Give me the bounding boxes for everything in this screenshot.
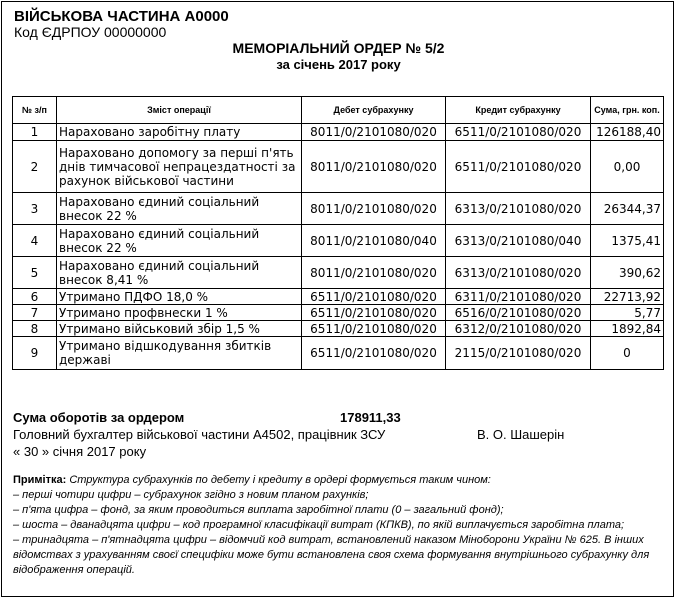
operation-description: Утримано відшкодування збитків державі [57,337,302,370]
amount: 5,77 [591,305,664,321]
credit-account: 2115/0/2101080/020 [446,337,591,370]
amount: 1375,41 [591,225,664,257]
col-header-debit: Дебет субрахунку [302,97,446,124]
chief-accountant-line: Головний бухгалтер військової частини А4502, працівник ЗСУ [13,427,386,442]
table-row [13,193,664,225]
table-row [13,124,664,141]
note-line: – тринадцята – п'ятнадцята цифри – відомчий код витрат, встановлений наказом Міноборони України № 625. В інших відомствах з урахуванням своєї специфіки може бути встановлена своя схема формування внутрішнього субрахунку для відображення операцій. [13,534,650,576]
credit-account: 6511/0/2101080/020 [446,141,591,193]
col-header-credit: Кредит субрахунку [446,97,591,124]
debit-account: 8011/0/2101080/020 [302,124,446,141]
operations-table [12,96,664,370]
debit-account: 6511/0/2101080/020 [302,321,446,337]
note-line: – шоста – дванадцята цифри – код програмної класифікації витрат (КПКВ), по якій виплачується заробітна плата; [13,519,625,531]
debit-account: 6511/0/2101080/020 [302,289,446,305]
operation-description: Нараховано єдиний соціальний внесок 8,41 % [57,257,302,289]
credit-account: 6312/0/2101080/020 [446,321,591,337]
signer-name: В. О. Шашерін [477,427,565,442]
amount: 26344,37 [591,193,664,225]
amount: 390,62 [591,257,664,289]
debit-account: 8011/0/2101080/040 [302,225,446,257]
row-number: 9 [13,337,57,370]
credit-account: 6511/0/2101080/020 [446,124,591,141]
operation-description: Нараховано допомогу за перші п'ять днів тимчасової непрацездатності за рахунок військової частини [57,141,302,193]
note-label: Примітка: [13,474,67,486]
row-number: 7 [13,305,57,321]
operation-description: Нараховано єдиний соціальний внесок 22 % [57,225,302,257]
amount: 0 [591,337,664,370]
col-header-number: № з/п [13,97,57,124]
debit-account: 8011/0/2101080/020 [302,193,446,225]
row-number: 1 [13,124,57,141]
operation-description: Утримано ПДФО 18,0 % [57,289,302,305]
amount: 0,00 [591,141,664,193]
table-row [13,289,664,305]
note-block [13,473,663,578]
credit-account: 6311/0/2101080/020 [446,289,591,305]
note-intro-text: Структура субрахунків по дебету і кредиту в ордері формується таким чином: [69,474,491,486]
col-header-sum: Сума, грн. коп. [591,97,664,124]
operation-description: Утримано військовий збір 1,5 % [57,321,302,337]
debit-account: 8011/0/2101080/020 [302,257,446,289]
order-title: МЕМОРІАЛЬНИЙ ОРДЕР № 5/2 [232,40,445,56]
edrpou-code: Код ЄДРПОУ 00000000 [14,24,167,40]
unit-name: ВІЙСЬКОВА ЧАСТИНА А0000 [14,8,229,25]
note-line: – п'ята цифра – фонд, за яким проводиться виплата заробітної плати (0 – загальний фонд); [13,504,504,516]
row-number: 6 [13,289,57,305]
table-row [13,305,664,321]
col-header-description: Зміст операції [57,97,302,124]
credit-account: 6313/0/2101080/020 [446,257,591,289]
operation-description: Утримано профвнески 1 % [57,305,302,321]
amount: 126188,40 [591,124,664,141]
row-number: 8 [13,321,57,337]
row-number: 5 [13,257,57,289]
note-line: – перші чотири цифри – субрахунок згідно з новим планом рахунків; [13,489,369,501]
credit-account: 6313/0/2101080/020 [446,193,591,225]
row-number: 4 [13,225,57,257]
table-row [13,257,664,289]
table-row [13,337,664,370]
operation-description: Нараховано заробітну плату [57,124,302,141]
credit-account: 6516/0/2101080/020 [446,305,591,321]
table-row [13,225,664,257]
document-date: « 30 » січня 2017 року [13,444,147,459]
debit-account: 6511/0/2101080/020 [302,305,446,321]
table-header-row [13,97,664,124]
totals-value: 178911,33 [340,410,401,425]
row-number: 2 [13,141,57,193]
operation-description: Нараховано єдиний соціальний внесок 22 % [57,193,302,225]
note-intro [13,473,663,488]
debit-account: 8011/0/2101080/020 [302,141,446,193]
table-row [13,141,664,193]
credit-account: 6313/0/2101080/040 [446,225,591,257]
row-number: 3 [13,193,57,225]
debit-account: 6511/0/2101080/020 [302,337,446,370]
table-row [13,321,664,337]
totals-label: Сума оборотів за ордером [13,410,185,425]
amount: 1892,84 [591,321,664,337]
order-period: за січень 2017 року [276,57,401,72]
amount: 22713,92 [591,289,664,305]
